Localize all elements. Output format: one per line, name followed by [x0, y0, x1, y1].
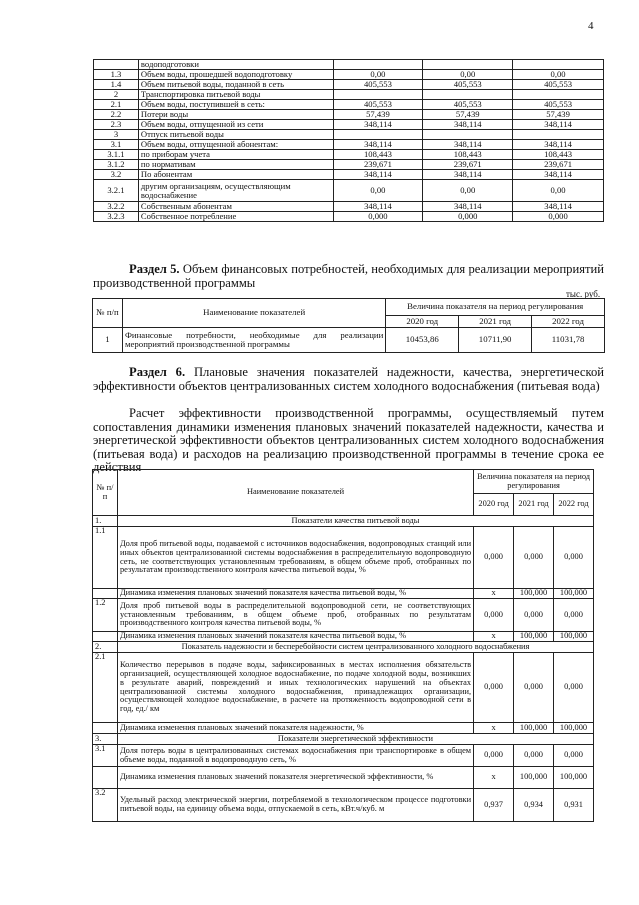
row-name: Отпуск питьевой воды	[138, 130, 333, 140]
row-num: 1	[93, 328, 123, 353]
table-row	[93, 632, 594, 642]
group-title: Показатели качества питьевой воды	[117, 516, 593, 527]
row-num: 3.2.2	[94, 202, 139, 212]
table-row	[94, 170, 604, 180]
row-num: 2	[94, 90, 139, 100]
value-cell: 405,553	[423, 100, 513, 110]
row-num: 2.1	[93, 653, 118, 723]
group-row	[93, 734, 594, 745]
row-num: 1.4	[94, 80, 139, 90]
row-name: Собственное потребление	[138, 212, 333, 222]
row-name: по приборам учета	[138, 150, 333, 160]
value-cell	[423, 130, 513, 140]
table-row	[94, 60, 604, 70]
value-cell: 57,439	[423, 110, 513, 120]
row-num	[94, 60, 139, 70]
table-row	[94, 70, 604, 80]
value-cell: 57,439	[333, 110, 423, 120]
value-cell: 348,114	[423, 170, 513, 180]
row-name: Количество перерывов в подаче воды, зафиксированных в местах исполнения обязательств организацией, осуществляющей холодное водоснабжение, по подаче холодной воды, возникших в результате аварий, повреждений и иных технологических нарушений на объектах централизованной системы холодного водоснабжения, принадлежащих организации, осуществляющей холодное водоснабжение, в расчете на протяженность водопроводной сети в год, ед./ км	[117, 653, 473, 723]
value-cell: 0,000	[474, 599, 514, 632]
table-row	[94, 130, 604, 140]
value-cell: 405,553	[333, 100, 423, 110]
table-row	[94, 80, 604, 90]
year-cell: 2022 год	[554, 494, 594, 516]
year-cell: 2021 год	[459, 316, 532, 328]
table-row	[93, 789, 594, 822]
value-cell: 11031,78	[532, 328, 605, 353]
table-row	[94, 150, 604, 160]
value-cell: 0,000	[514, 527, 554, 589]
group-title: Показатель надежности и бесперебойности систем централизованного холодного водоснабжения	[117, 642, 593, 653]
value-cell: 348,114	[423, 120, 513, 130]
col-name: Наименование показателей	[122, 299, 385, 328]
value-cell: 0,000	[554, 653, 594, 723]
table-row	[94, 202, 604, 212]
section5-heading: Раздел 5. Объем финансовых потребностей, необходимых для реализации мероприятий производственной программы	[93, 262, 604, 290]
table-row	[93, 745, 594, 767]
value-cell: 0,00	[513, 70, 604, 80]
value-cell: 100,000	[554, 589, 594, 599]
row-num: 2.3	[94, 120, 139, 130]
table-row	[94, 160, 604, 170]
value-cell: 0,931	[554, 789, 594, 822]
value-cell: 348,114	[513, 202, 604, 212]
table-row	[94, 100, 604, 110]
table-row	[94, 180, 604, 202]
row-name: Финансовые потребности, необходимые для реализации мероприятий производственной программы	[122, 328, 385, 353]
value-cell: x	[474, 723, 514, 734]
value-cell: 10453,86	[386, 328, 459, 353]
value-cell	[333, 60, 423, 70]
table-row	[94, 110, 604, 120]
value-cell: 0,937	[474, 789, 514, 822]
value-cell: 0,000	[554, 599, 594, 632]
value-cell: x	[474, 767, 514, 789]
table-row	[93, 589, 594, 599]
financial-needs-table	[92, 298, 605, 353]
table-row	[94, 120, 604, 130]
row-num: 1.2	[93, 599, 118, 632]
value-cell: 0,000	[333, 212, 423, 222]
row-num: 3.1.1	[94, 150, 139, 160]
page-number: 4	[588, 20, 594, 32]
table-row	[93, 723, 594, 734]
col-name: Наименование показателей	[117, 470, 473, 516]
year-cell: 2021 год	[514, 494, 554, 516]
value-cell: 100,000	[554, 767, 594, 789]
value-cell: 0,000	[514, 599, 554, 632]
value-cell: 0,000	[514, 653, 554, 723]
value-cell: 0,934	[514, 789, 554, 822]
value-cell: 239,671	[513, 160, 604, 170]
value-cell: 100,000	[514, 723, 554, 734]
value-cell	[423, 60, 513, 70]
row-num: 1.3	[94, 70, 139, 80]
row-name: Доля потерь воды в централизованных системах водоснабжения при транспортировке в общем объеме воды, поданной в водопроводную сеть, %	[117, 745, 473, 767]
row-num: 3.2.1	[94, 180, 139, 202]
value-cell: 405,553	[333, 80, 423, 90]
row-num: 3.2.3	[94, 212, 139, 222]
row-num: 1.1	[93, 527, 118, 589]
row-name: Транспортировка питьевой воды	[138, 90, 333, 100]
value-cell: 108,443	[513, 150, 604, 160]
value-cell: 348,114	[333, 120, 423, 130]
section6-heading: Раздел 6. Плановые значения показателей надежности, качества, энергетической эффективности объектов централизованных систем холодного водоснабжения (питьевая вода)	[93, 365, 604, 393]
group-num: 3.	[93, 734, 118, 745]
value-cell	[333, 90, 423, 100]
indicators-table	[92, 469, 594, 822]
value-cell: 348,114	[333, 202, 423, 212]
row-num: 2.1	[94, 100, 139, 110]
row-name: По абонентам	[138, 170, 333, 180]
row-num: 3.1	[94, 140, 139, 150]
value-cell: 57,439	[513, 110, 604, 120]
row-num	[93, 632, 118, 642]
year-cell: 2020 год	[386, 316, 459, 328]
row-num: 3.2	[94, 170, 139, 180]
row-name: Объем воды, прошедшей водоподготовку	[138, 70, 333, 80]
value-cell	[423, 90, 513, 100]
col-num: № п/п	[93, 299, 123, 328]
year-cell: 2022 год	[532, 316, 605, 328]
row-num	[93, 589, 118, 599]
table-row	[94, 212, 604, 222]
row-name: Объем питьевой воды, поданной в сеть	[138, 80, 333, 90]
value-cell: 0,000	[474, 527, 514, 589]
value-cell: 10711,90	[459, 328, 532, 353]
group-num: 2.	[93, 642, 118, 653]
row-name: Доля проб питьевой воды в распределительной водопроводной сети, не соответствующих установленным требованиям, в общем объеме проб, отобранных по результатам производственного контроля качества питьевой воды, %	[117, 599, 473, 632]
value-cell: 405,553	[513, 100, 604, 110]
row-name: Объем воды, отпущенной из сети	[138, 120, 333, 130]
row-num: 3.2	[93, 789, 118, 822]
table-row	[93, 653, 594, 723]
value-cell: 0,00	[423, 70, 513, 80]
row-name: Динамика изменения плановых значений показателя энергетической эффективности, %	[117, 767, 473, 789]
value-cell: 348,114	[513, 170, 604, 180]
value-cell: 0,00	[333, 180, 423, 202]
row-name: Объем воды, поступившей в сеть:	[138, 100, 333, 110]
value-cell: 0,00	[423, 180, 513, 202]
section5-unit: тыс. руб.	[566, 289, 601, 299]
col-num: № п/п	[93, 470, 118, 516]
value-cell: 0,000	[513, 212, 604, 222]
value-cell: 100,000	[514, 589, 554, 599]
row-name: другим организациям, осуществляющим водоснабжение	[138, 180, 333, 202]
value-cell	[513, 130, 604, 140]
table-row	[93, 599, 594, 632]
value-cell	[513, 60, 604, 70]
value-cell	[513, 90, 604, 100]
value-cell: 108,443	[333, 150, 423, 160]
row-num: 3.1.2	[94, 160, 139, 170]
value-cell: 0,000	[474, 653, 514, 723]
value-cell: 100,000	[514, 767, 554, 789]
row-name: Доля проб питьевой воды, подаваемой с источников водоснабжения, водопроводных станций или иных объектов централизованной системы водоснабжения в распределительную водопроводную сеть, не соответствующих установленным требованиям, в общем объеме проб, отобранных по результатам производственного контроля качества питьевой воды, %	[117, 527, 473, 589]
group-row	[93, 516, 594, 527]
value-cell	[333, 130, 423, 140]
row-num: 2.2	[94, 110, 139, 120]
row-name: Объем воды, отпущенной абонентам:	[138, 140, 333, 150]
row-num	[93, 767, 118, 789]
value-cell: 348,114	[513, 140, 604, 150]
value-cell: 0,000	[474, 745, 514, 767]
value-cell: 0,00	[333, 70, 423, 80]
value-cell: 0,000	[554, 527, 594, 589]
value-cell: 348,114	[513, 120, 604, 130]
value-cell: 0,00	[513, 180, 604, 202]
value-cell: 108,443	[423, 150, 513, 160]
row-name: водоподготовки	[138, 60, 333, 70]
col-period: Величина показателя на период регулирования	[474, 470, 594, 494]
value-cell: 239,671	[333, 160, 423, 170]
water-balance-table	[93, 59, 604, 222]
table-row	[93, 527, 594, 589]
table-row	[94, 140, 604, 150]
value-cell: 239,671	[423, 160, 513, 170]
value-cell: 348,114	[423, 202, 513, 212]
value-cell: 0,000	[554, 745, 594, 767]
row-name: Динамика изменения плановых значений показателя качества питьевой воды, %	[117, 589, 473, 599]
row-name: Динамика изменения плановых значений показателя качества питьевой воды, %	[117, 632, 473, 642]
value-cell: 405,553	[423, 80, 513, 90]
row-name: Удельный расход электрической энергии, потребляемой в технологическом процессе подготовки питьевой воды, на единицу объема воды, отпускаемой в сеть, кВт.ч/куб. м	[117, 789, 473, 822]
value-cell: 348,114	[333, 140, 423, 150]
col-period: Величина показателя на период регулирования	[386, 299, 605, 316]
value-cell: 100,000	[554, 632, 594, 642]
group-title: Показатели энергетической эффективности	[117, 734, 593, 745]
row-name: по нормативам	[138, 160, 333, 170]
value-cell: 405,553	[513, 80, 604, 90]
group-row	[93, 642, 594, 653]
value-cell: 0,000	[423, 212, 513, 222]
value-cell: 100,000	[554, 723, 594, 734]
section6-paragraph: Расчет эффективности производственной программы, осуществляемый путем сопоставления динамики изменения плановых значений показателей надежности, качества и энергетической эффективности объектов централизованных систем холодного водоснабжения (питьевая вода) и расходов на реализацию производственной программы в течение срока ее действия	[93, 406, 604, 474]
value-cell: x	[474, 632, 514, 642]
row-name: Потери воды	[138, 110, 333, 120]
table-row	[93, 767, 594, 789]
row-num: 3.1	[93, 745, 118, 767]
row-num	[93, 723, 118, 734]
row-name: Динамика изменения плановых значений показателя надежности, %	[117, 723, 473, 734]
year-cell: 2020 год	[474, 494, 514, 516]
table-row	[94, 90, 604, 100]
group-num: 1.	[93, 516, 118, 527]
row-num: 3	[94, 130, 139, 140]
value-cell: 0,000	[514, 745, 554, 767]
value-cell: 348,114	[423, 140, 513, 150]
value-cell: 100,000	[514, 632, 554, 642]
value-cell: 348,114	[333, 170, 423, 180]
value-cell: x	[474, 589, 514, 599]
row-name: Собственным абонентам	[138, 202, 333, 212]
